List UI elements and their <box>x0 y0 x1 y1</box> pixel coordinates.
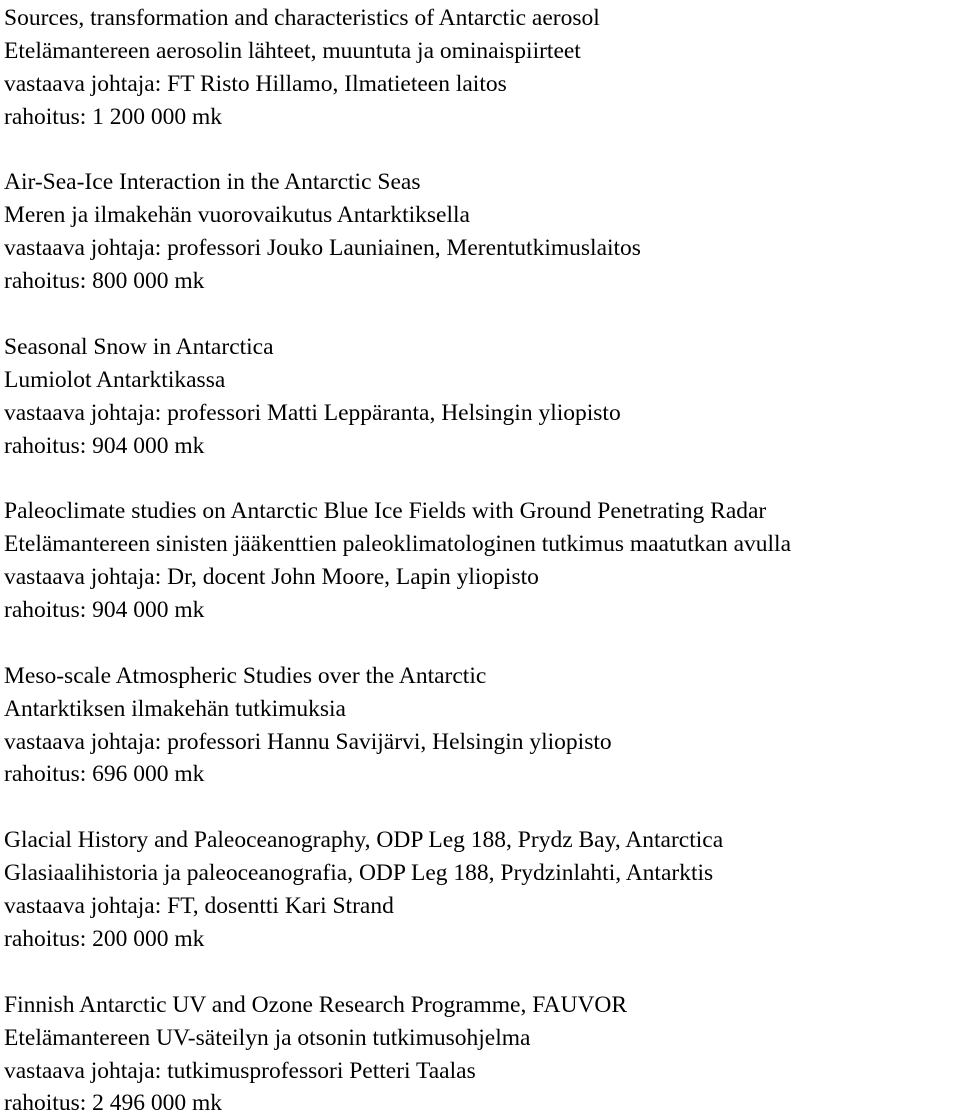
project-title-english: Sources, transformation and characteristics of Antarctic aerosol <box>4 5 600 31</box>
project-entry <box>4 331 956 463</box>
project-title-finnish: Glasiaalihistoria ja paleoceanografia, ODP Leg 188, Prydzinlahti, Antarktis <box>4 860 714 887</box>
project-title-finnish: Meren ja ilmakehän vuorovaikutus Antarktiksella <box>4 202 470 229</box>
project-title-english: Finnish Antarctic UV and Ozone Research Programme, FAUVOR <box>4 991 628 1018</box>
project-entry <box>4 2 956 134</box>
project-entry <box>4 495 956 627</box>
project-entry <box>4 660 956 792</box>
project-leader: vastaava johtaja: FT, dosentti Kari Strand <box>4 893 394 920</box>
project-leader: vastaava johtaja: professori Hannu Savijärvi, Helsingin yliopisto <box>4 728 612 755</box>
project-leader: vastaava johtaja: FT Risto Hillamo, Ilmatieteen laitos <box>4 70 507 97</box>
project-funding: rahoitus: 2 496 000 mk <box>4 1090 223 1117</box>
project-leader: vastaava johtaja: professori Jouko Launiainen, Merentutkimuslaitos <box>4 235 641 262</box>
project-title-english: Meso-scale Atmospheric Studies over the Antarctic <box>4 662 487 689</box>
project-title-finnish: Etelämantereen UV-säteilyn ja otsonin tutkimusohjelma <box>4 1024 531 1051</box>
project-funding: rahoitus: 696 000 mk <box>4 761 205 788</box>
project-title-finnish: Etelämantereen sinisten jääkenttien paleoklimatologinen tutkimus maatutkan avulla <box>4 531 792 558</box>
project-entry <box>4 166 956 298</box>
project-leader: vastaava johtaja: tutkimusprofessori Petteri Taalas <box>4 1057 476 1084</box>
project-title-finnish: Lumiolot Antarktikassa <box>4 366 226 393</box>
project-leader: vastaava johtaja: professori Matti Leppäranta, Helsingin yliopisto <box>4 399 621 426</box>
project-title-english: Paleoclimate studies on Antarctic Blue Ice Fields with Ground Penetrating Radar <box>4 498 767 525</box>
project-funding: rahoitus: 800 000 mk <box>4 268 205 295</box>
project-funding: rahoitus: 904 000 mk <box>4 597 205 624</box>
project-title-english: Air-Sea-Ice Interaction in the Antarctic Seas <box>4 169 421 196</box>
project-funding: rahoitus: 1 200 000 mk <box>4 103 223 130</box>
project-funding: rahoitus: 200 000 mk <box>4 925 205 952</box>
project-title-finnish: Antarktiksen ilmakehän tutkimuksia <box>4 695 346 722</box>
project-leader: vastaava johtaja: Dr, docent John Moore, Lapin yliopisto <box>4 564 539 591</box>
project-funding: rahoitus: 904 000 mk <box>4 432 205 459</box>
project-entry <box>4 824 956 956</box>
project-list <box>4 2 956 1120</box>
project-entry <box>4 989 956 1120</box>
project-title-finnish: Etelämantereen aerosolin lähteet, muuntuta ja ominaispiirteet <box>4 37 581 64</box>
project-title-english: Glacial History and Paleoceanography, ODP Leg 188, Prydz Bay, Antarctica <box>4 827 724 854</box>
project-title-english: Seasonal Snow in Antarctica <box>4 333 274 360</box>
